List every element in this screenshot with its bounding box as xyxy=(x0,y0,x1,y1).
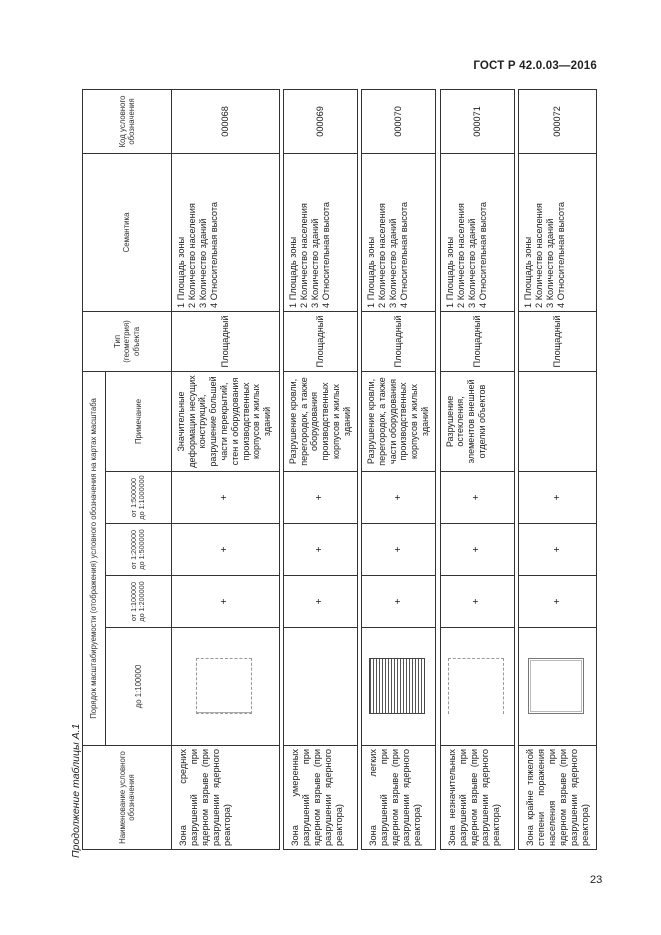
rotated-table-wrapper xyxy=(82,90,597,850)
row-semantics xyxy=(519,153,597,311)
table-row xyxy=(362,89,436,849)
table-header-row-1 xyxy=(83,89,106,849)
row-mark: + xyxy=(171,576,279,628)
semantics-line: 3 Количество зданий xyxy=(197,218,208,308)
semantics-line: 1 Площадь зоны xyxy=(444,236,455,308)
semantics-line: 4 Относительная высота xyxy=(477,201,488,308)
row-mark: + xyxy=(519,472,597,524)
row-mark: + xyxy=(362,576,436,628)
semantics-line: 2 Количество населения xyxy=(298,203,309,308)
row-code: 000070 xyxy=(362,89,436,153)
table-continuation-caption: Продолжение таблицы А.1 xyxy=(70,723,82,858)
row-code: 000069 xyxy=(283,89,357,153)
row-mark: + xyxy=(362,524,436,576)
row-semantics xyxy=(362,153,436,311)
semantics-line: 2 Количество населения xyxy=(534,203,545,308)
row-geometry: Площадный xyxy=(440,311,514,371)
semantics-line: 3 Количество зданий xyxy=(466,218,477,308)
row-mark: + xyxy=(171,472,279,524)
row-mark: + xyxy=(362,472,436,524)
table-row xyxy=(171,89,279,849)
row-name: Зона средних разрушений при ядерном взрыве (при разрушении ядерного реактора) xyxy=(171,746,279,850)
row-mark: + xyxy=(171,524,279,576)
row-name: Зона умеренных разрушений при ядерном взрыве (при разрушении ядерного реактора) xyxy=(283,746,357,850)
row-symbol xyxy=(362,628,436,746)
header-scale-1: до 1:100000 xyxy=(105,628,171,746)
table-row xyxy=(283,89,357,849)
row-mark: + xyxy=(283,472,357,524)
row-mark: + xyxy=(440,576,514,628)
row-symbol xyxy=(171,628,279,746)
semantics-line: 3 Количество зданий xyxy=(545,218,556,308)
semantics-line: 1 Площадь зоны xyxy=(175,236,186,308)
header-note: Примечание xyxy=(105,371,171,471)
page-number: 23 xyxy=(590,874,603,886)
header-semantics: Семантика xyxy=(83,153,172,311)
header-scale-group: Порядок масштабируемости (отображения) условного обозначения на картах масштаба xyxy=(83,371,106,745)
row-name: Зона легких разрушений при ядерном взрыве (при разрушении ядерного реактора) xyxy=(362,746,436,850)
row-note: Значительные деформации несущих конструкций, разрушение большей части перекрытий, стен и оборудования производственных корпусов и жилых зданий xyxy=(171,371,279,471)
semantics-line: 4 Относительная высота xyxy=(399,201,410,308)
row-code: 000071 xyxy=(440,89,514,153)
row-symbol xyxy=(283,628,357,746)
row-semantics xyxy=(171,153,279,311)
row-mark: + xyxy=(283,576,357,628)
semantics-line: 1 Площадь зоны xyxy=(366,236,377,308)
semantics-line: 4 Относительная высота xyxy=(320,201,331,308)
header-geometry: Тип (геометрия) объекта xyxy=(83,311,172,371)
header-code: Код условного обозначения xyxy=(83,89,172,153)
table-row xyxy=(519,89,597,849)
table-row xyxy=(440,89,514,849)
semantics-line: 2 Количество населения xyxy=(186,203,197,308)
row-note xyxy=(519,371,597,471)
double-border-zone-icon xyxy=(528,659,584,715)
zone-symbol-icon xyxy=(196,659,252,715)
row-mark: + xyxy=(440,472,514,524)
row-symbol xyxy=(519,628,597,746)
row-mark: + xyxy=(283,524,357,576)
semantics-line: 3 Количество зданий xyxy=(388,218,399,308)
header-name: Наименование условного обозначения xyxy=(83,746,172,850)
header-scale-2: от 1:100000 до 1:200000 xyxy=(105,576,171,628)
symbols-table xyxy=(82,89,597,850)
row-note: Разрушение кровли, перегородок, а также части оборудования производственных корпусов и жилых зданий xyxy=(362,371,436,471)
semantics-line: 4 Относительная высота xyxy=(208,201,219,308)
row-semantics xyxy=(283,153,357,311)
row-name: Зона крайне тяжелой степени поражения населения при ядерном взрыве (при разрушении ядерного реактора) xyxy=(519,746,597,850)
semantics-line: 3 Количество зданий xyxy=(309,218,320,308)
open-zone-icon xyxy=(448,659,504,715)
document-header: ГОСТ Р 42.0.03—2016 xyxy=(473,60,597,72)
semantics-line: 1 Площадь зоны xyxy=(523,236,534,308)
semantics-line: 2 Количество населения xyxy=(377,203,388,308)
row-code: 000072 xyxy=(519,89,597,153)
row-mark: + xyxy=(519,524,597,576)
row-note: Разрушение кровли, перегородок, а также оборудования производственных корпусов и жилых зданий xyxy=(283,371,357,471)
semantics-line: 2 Количество населения xyxy=(455,203,466,308)
row-geometry: Площадный xyxy=(283,311,357,371)
row-mark: + xyxy=(440,524,514,576)
row-symbol xyxy=(440,628,514,746)
hatched-zone-icon xyxy=(369,659,425,715)
row-code: 000068 xyxy=(171,89,279,153)
row-name: Зона незначительных разрушений при ядерном взрыве (при разрушении ядерного реактора) xyxy=(440,746,514,850)
row-geometry: Площадный xyxy=(519,311,597,371)
row-semantics xyxy=(440,153,514,311)
row-note: Разрушение остекления, элементов внешней отделки объектов xyxy=(440,371,514,471)
row-geometry: Площадный xyxy=(171,311,279,371)
semantics-line: 1 Площадь зоны xyxy=(287,236,298,308)
row-mark: + xyxy=(519,576,597,628)
row-geometry: Площадный xyxy=(362,311,436,371)
semantics-line: 4 Относительная высота xyxy=(556,201,567,308)
header-scale-4: от 1:500000 до 1:1000000 xyxy=(105,472,171,524)
header-scale-3: от 1:200000 до 1:500000 xyxy=(105,524,171,576)
